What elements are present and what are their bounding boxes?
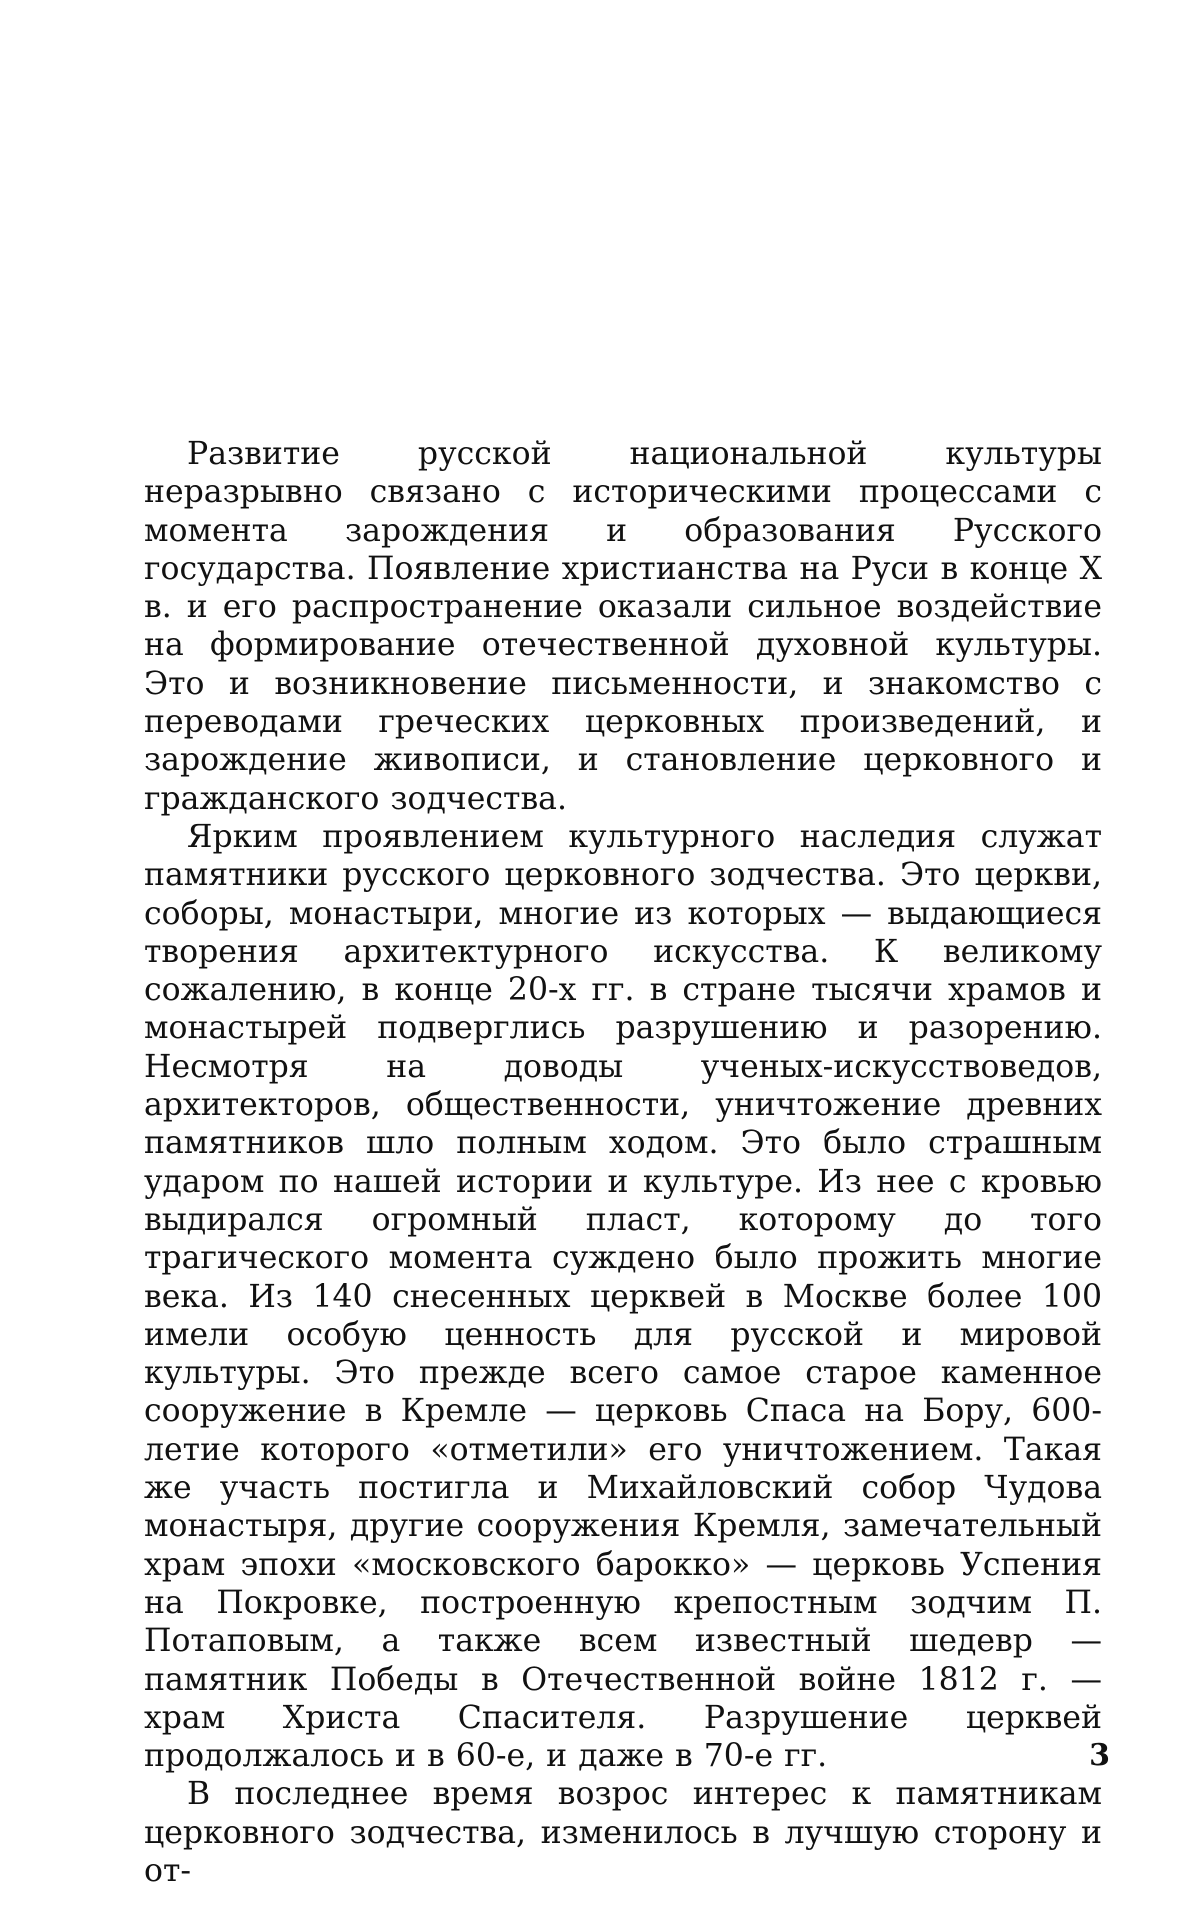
paragraph-1: Развитие русской национальной культуры неразрывно связано с историческими процессами с момента зарождения и образования Русского государства. Появление христианства на Руси в конце X в. и его распространение оказали сильное воздействие на формирование отечественной духовной культуры. Это и возникновение письменности, и знакомство с переводами греческих церковных произведений, и зарождение живописи, и становление церковного и гражданского зодчества. [144, 436, 1102, 817]
paragraph-2: Ярким проявлением культурного наследия служат памятники русского церковного зодчества. Это церкви, соборы, монастыри, многие из которых — выдающиеся творения архитектурного искусства. К великому сожалению, в конце 20-х гг. в стране тысячи храмов и монастырей подверглись разрушению и разорению. Несмотря на доводы ученых-искусствоведов, архитекторов, общественности, уничтожение древних памятников шло полным ходом. Это было страшным ударом по нашей истории и культуре. Из нее с кровью выдирался огромный пласт, которому до того трагического момента суждено было прожить многие века. Из 140 снесенных церквей в Москве более 100 имели особую ценность для русской и мировой культуры. Это прежде всего самое старое каменное сооружение в Кремле — церковь Спаса на Бору, 600-летие которого «отметили» его уничтожением. Такая же участь постигла и Михайловский собор Чудова монастыря, другие сооружения Кремля, замечательный храм эпохи «московского барокко» — церковь Успения на Покровке, построенную крепостным зодчим П. Потаповым, а также всем известный шедевр — памятник Победы в Отечественной войне 1812 г. — храм Христа Спасителя. Разрушение церквей продолжалось и в 60-е, и даже в 70-е гг. [144, 818, 1102, 1775]
paragraph-3: В последнее время возрос интерес к памятникам церковного зодчества, изменилось в лучшую сторону и от- [144, 1776, 1102, 1889]
body-text [144, 435, 1102, 1890]
page-number: 3 [1089, 1738, 1110, 1773]
